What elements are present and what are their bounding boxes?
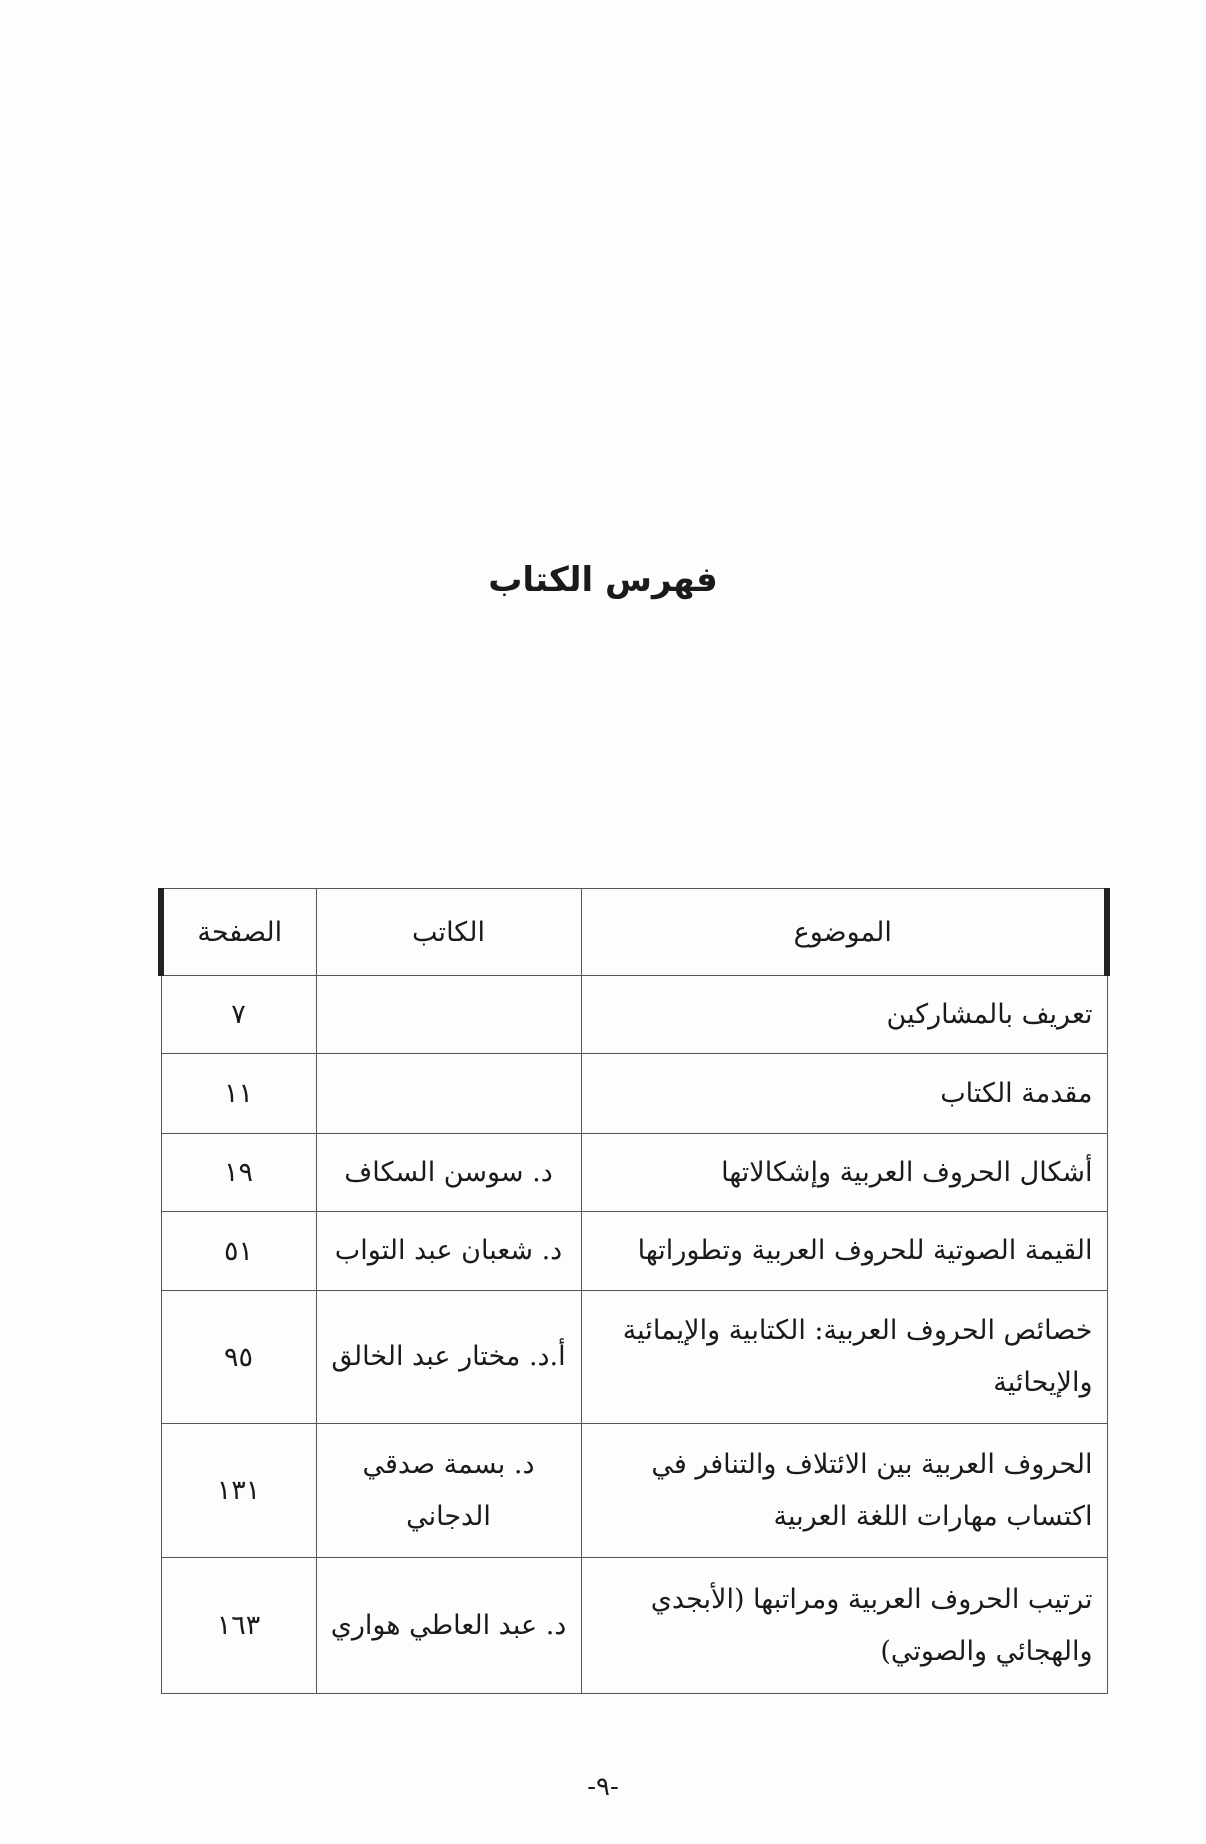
page-cell: ١٩ bbox=[161, 1134, 316, 1212]
page-title: فهرس الكتاب bbox=[488, 560, 718, 600]
subject-cell: خصائص الحروف العربية: الكتابية والإيمائية والإيحائية bbox=[581, 1291, 1107, 1424]
table-row bbox=[161, 1558, 1107, 1694]
author-cell: د. عبد العاطي هواري bbox=[316, 1558, 581, 1694]
subject-cell: مقدمة الكتاب bbox=[581, 1054, 1107, 1134]
page-cell: ١٣١ bbox=[161, 1424, 316, 1558]
author-cell bbox=[316, 1054, 581, 1134]
subject-cell: القيمة الصوتية للحروف العربية وتطوراتها bbox=[581, 1212, 1107, 1291]
contents-table bbox=[158, 888, 1110, 1694]
header-page: الصفحة bbox=[161, 889, 316, 976]
subject-cell: الحروف العربية بين الائتلاف والتنافر في اكتساب مهارات اللغة العربية bbox=[581, 1424, 1107, 1558]
subject-cell: تعريف بالمشاركين bbox=[581, 976, 1107, 1054]
table-row bbox=[161, 1424, 1107, 1558]
page-cell: ٥١ bbox=[161, 1212, 316, 1291]
author-cell bbox=[316, 976, 581, 1054]
page-cell: ١٦٣ bbox=[161, 1558, 316, 1694]
table-row bbox=[161, 1134, 1107, 1212]
header-author: الكاتب bbox=[316, 889, 581, 976]
author-cell: د. سوسن السكاف bbox=[316, 1134, 581, 1212]
author-cell: أ.د. مختار عبد الخالق bbox=[316, 1291, 581, 1424]
table-row bbox=[161, 1212, 1107, 1291]
subject-cell: أشكال الحروف العربية وإشكالاتها bbox=[581, 1134, 1107, 1212]
author-cell: د. شعبان عبد التواب bbox=[316, 1212, 581, 1291]
page-cell: ١١ bbox=[161, 1054, 316, 1134]
table-row bbox=[161, 976, 1107, 1054]
table-row bbox=[161, 1054, 1107, 1134]
page-cell: ٩٥ bbox=[161, 1291, 316, 1424]
author-cell: د. بسمة صدقي الدجاني bbox=[316, 1424, 581, 1558]
header-subject: الموضوع bbox=[581, 889, 1107, 976]
page-number: -٩- bbox=[587, 1772, 619, 1802]
table-row bbox=[161, 1291, 1107, 1424]
page-cell: ٧ bbox=[161, 976, 316, 1054]
subject-cell: ترتيب الحروف العربية ومراتبها (الأبجدي والهجائي والصوتي) bbox=[581, 1558, 1107, 1694]
table-header-row bbox=[161, 889, 1107, 976]
